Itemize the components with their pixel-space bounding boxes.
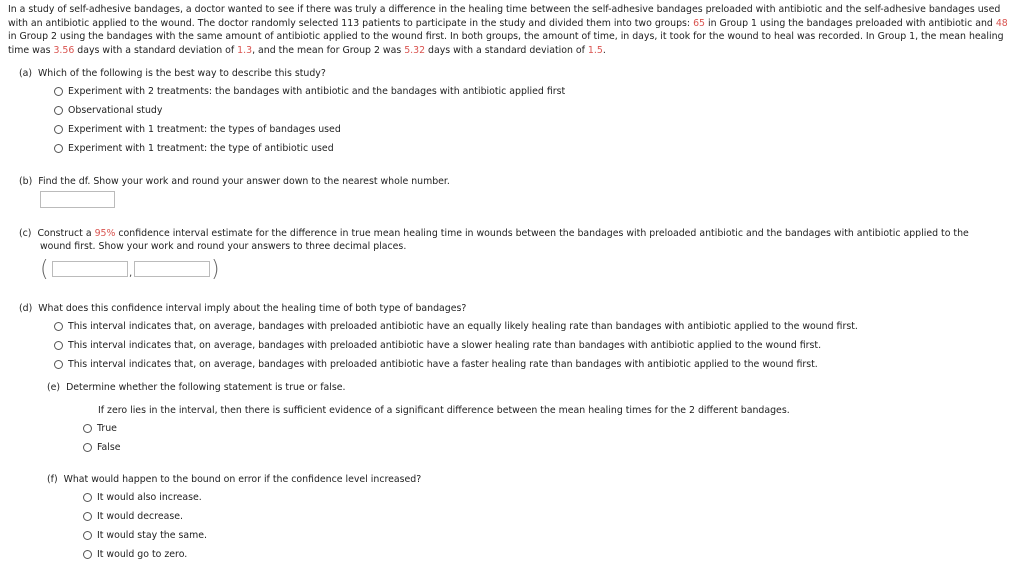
question-f (47, 474, 421, 485)
group2-sd: 1.5 (587, 44, 603, 56)
question-text: Determine whether the following statement is true or false. (66, 382, 346, 393)
question-text: confidence interval estimate for the difference in true mean healing time in wounds between the bandages with preloaded antibiotic and the bandages with antibiotic applied to the (115, 228, 969, 239)
radio-button[interactable] (54, 87, 63, 96)
question-label: (a) (19, 68, 33, 79)
radio-button[interactable] (83, 424, 92, 433)
radio-button[interactable] (54, 106, 63, 115)
option-f-2[interactable] (83, 511, 183, 522)
question-d (19, 303, 466, 314)
lower-bound-input[interactable] (52, 261, 128, 277)
option-e-true[interactable] (83, 423, 117, 434)
question-text: Find the df. Show your work and round your answer down to the nearest whole number. (38, 176, 450, 187)
option-label: This interval indicates that, on average, bandages with preloaded antibiotic have a slower healing rate than bandages with antibiotic applied to the wound first. (68, 340, 822, 351)
intro-text: . (602, 44, 606, 56)
question-b (19, 176, 450, 187)
group2-size: 48 (995, 17, 1008, 29)
upper-bound-input[interactable] (134, 261, 210, 277)
option-label: This interval indicates that, on average, bandages with preloaded antibiotic have a faster healing rate than bandages with antibiotic applied to the wound first. (68, 359, 818, 370)
close-paren: ) (211, 257, 220, 282)
group1-sd: 1.3 (237, 44, 253, 56)
statement-text: If zero lies in the interval, then there is sufficient evidence of a significant difference between the mean healing times for the 2 different bandages. (98, 405, 790, 416)
option-label: Experiment with 2 treatments: the bandages with antibiotic and the bandages with antibiotic applied first (68, 86, 566, 97)
question-text: Construct a (37, 228, 95, 239)
question-a (19, 68, 326, 79)
question-label: (d) (19, 303, 33, 314)
interval-comma: , (129, 268, 133, 279)
confidence-level: 95% (94, 228, 116, 239)
question-c (19, 228, 969, 239)
radio-button[interactable] (54, 144, 63, 153)
radio-button[interactable] (54, 125, 63, 134)
intro-text: days with a standard deviation of (74, 44, 238, 56)
option-label: Observational study (68, 105, 163, 116)
option-f-3[interactable] (83, 530, 207, 541)
intro-text: in Group 2 using the bandages with the same amount of antibiotic applied to the wound first. In both groups, the amount of time, in days, it took for the wound to heal was recorded. In Group 1, the mean healing time was (8, 31, 1004, 56)
radio-button[interactable] (83, 512, 92, 521)
option-e-false[interactable] (83, 442, 121, 453)
radio-button[interactable] (83, 531, 92, 540)
option-label: It would stay the same. (97, 530, 208, 541)
option-label: True (97, 423, 117, 434)
group1-size: 65 (693, 17, 706, 29)
option-label: This interval indicates that, on average, bandages with preloaded antibiotic have an equally likely healing rate than bandages with antibiotic applied to the wound first. (68, 321, 858, 332)
radio-button[interactable] (54, 322, 63, 331)
question-text: Which of the following is the best way to describe this study? (38, 68, 326, 79)
option-label: It would also increase. (97, 492, 202, 503)
question-e (47, 382, 346, 393)
question-text: What would happen to the bound on error if the confidence level increased? (63, 474, 422, 485)
radio-button[interactable] (54, 360, 63, 369)
intro-text: in Group 1 using the bandages preloaded with antibiotic and (705, 17, 996, 29)
option-d-1[interactable] (54, 321, 858, 332)
option-label: It would decrease. (97, 511, 183, 522)
intro-text: , and the mean for Group 2 was (252, 44, 405, 56)
open-paren: ( (40, 257, 49, 282)
question-c-line2: wound first. Show your work and round your answers to three decimal places. (40, 241, 407, 252)
question-text: What does this confidence interval imply about the healing time of both type of bandages? (38, 303, 467, 314)
question-label: (c) (19, 228, 32, 239)
option-d-2[interactable] (54, 340, 821, 351)
option-label: False (97, 442, 121, 453)
question-label: (e) (47, 382, 61, 393)
question-label: (f) (47, 474, 58, 485)
group2-mean: 5.32 (404, 44, 426, 56)
radio-button[interactable] (83, 493, 92, 502)
radio-button[interactable] (83, 443, 92, 452)
problem-statement (8, 3, 1018, 57)
question-label: (b) (19, 176, 33, 187)
option-label: Experiment with 1 treatment: the types of bandages used (68, 124, 341, 135)
option-a-4[interactable] (54, 143, 334, 154)
intro-text: In a study of self-adhesive bandages, a doctor wanted to see if there was truly a difference in the healing time between the self-adhesive bandages preloaded with antibiotic and the self-adhesive bandages used with an antibiotic applied to the wound. The doctor randomly selected 113 patients to participate in the study and divided them into two groups: (8, 4, 1001, 29)
option-a-2[interactable] (54, 105, 162, 116)
group1-mean: 3.56 (53, 44, 75, 56)
option-label: It would go to zero. (97, 549, 188, 560)
option-f-1[interactable] (83, 492, 202, 503)
option-a-1[interactable] (54, 86, 565, 97)
df-input[interactable] (40, 191, 115, 208)
radio-button[interactable] (54, 341, 63, 350)
option-a-3[interactable] (54, 124, 341, 135)
radio-button[interactable] (83, 550, 92, 559)
option-f-4[interactable] (83, 549, 187, 560)
option-d-3[interactable] (54, 359, 818, 370)
intro-text: days with a standard deviation of (425, 44, 588, 56)
option-label: Experiment with 1 treatment: the type of antibiotic used (68, 143, 334, 154)
